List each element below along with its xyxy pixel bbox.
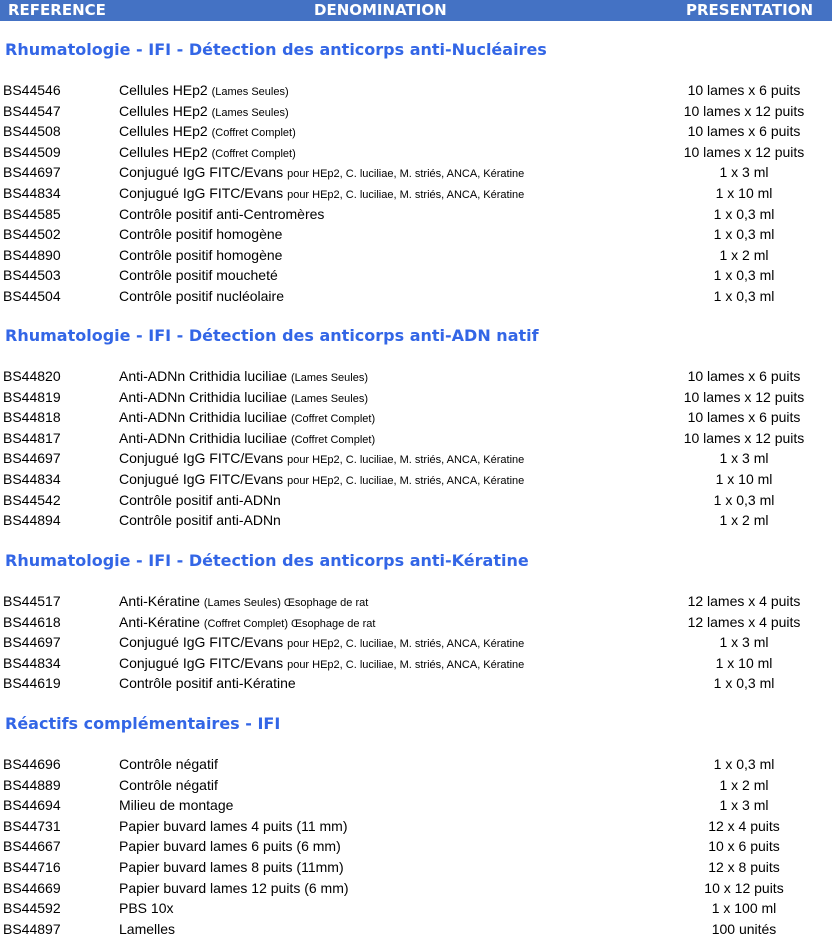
reference-cell: BS44897 — [3, 920, 61, 937]
table-row — [0, 878, 832, 899]
reference-cell: BS44894 — [3, 512, 61, 529]
product-note: (Lames Seules) Œsophage de rat — [203, 597, 369, 609]
presentation-cell: 1 x 2 ml — [719, 776, 769, 793]
product-name: Contrôle négatif — [119, 776, 218, 793]
denomination-cell — [119, 816, 348, 837]
reference-cell: BS44619 — [3, 675, 61, 692]
table-row — [0, 448, 832, 469]
product-name: Contrôle positif homogène — [119, 226, 283, 243]
denomination-cell — [119, 101, 289, 124]
presentation-cell: 1 x 3 ml — [719, 164, 769, 181]
table-row — [0, 183, 832, 204]
product-name: Papier buvard lames 12 puits (6 mm) — [119, 879, 349, 896]
denomination-cell — [119, 490, 281, 511]
denomination-cell — [119, 407, 375, 430]
presentation-cell: 10 x 12 puits — [704, 879, 784, 896]
presentation-cell: 10 lames x 12 puits — [683, 102, 805, 119]
product-note: (Lames Seules) — [211, 106, 289, 119]
presentation-cell: 10 lames x 12 puits — [683, 143, 805, 160]
product-name: PBS 10x — [119, 900, 174, 917]
reference-cell: BS44667 — [3, 838, 61, 855]
product-note: pour HEp2, C. luciliae, M. striés, ANCA, Kératine — [287, 189, 525, 201]
presentation-cell: 10 lames x 12 puits — [683, 388, 805, 405]
product-name: Contrôle positif homogène — [119, 246, 283, 263]
section-title: Réactifs complémentaires - IFI — [5, 714, 281, 733]
product-name: Lamelles — [119, 920, 176, 937]
product-name: Contrôle positif moucheté — [119, 267, 278, 284]
presentation-cell: 1 x 10 ml — [715, 654, 773, 671]
product-name: Papier buvard lames 6 puits (6 mm) — [119, 838, 341, 855]
presentation-cell: 100 unités — [711, 920, 777, 937]
presentation-cell: 1 x 0,3 ml — [713, 226, 775, 243]
reference-cell: BS44503 — [3, 267, 61, 284]
product-name: Anti-ADNn Crithidia luciliae — [119, 409, 288, 426]
product-name: Contrôle négatif — [119, 756, 218, 772]
reference-cell: BS44585 — [3, 205, 61, 222]
presentation-cell: 12 lames x 4 puits — [687, 593, 801, 609]
table-row — [0, 162, 832, 183]
denomination-cell — [119, 612, 375, 635]
product-name: Cellules HEp2 — [119, 82, 208, 98]
presentation-cell: 1 x 10 ml — [715, 471, 773, 487]
denomination-cell — [119, 183, 524, 206]
product-note: pour HEp2, C. luciliae, M. striés, ANCA, Kératine — [287, 454, 525, 467]
product-name: Anti-Kératine — [119, 613, 200, 630]
product-note: (Coffret Complet) — [290, 433, 376, 446]
reference-cell: BS44834 — [3, 654, 61, 671]
reference-cell: BS44731 — [3, 817, 61, 834]
presentation-cell: 1 x 10 ml — [715, 185, 773, 201]
table-row — [0, 286, 832, 307]
presentation-cell: 1 x 0,3 ml — [713, 288, 775, 304]
product-name: Anti-ADNn Crithidia luciliae — [119, 388, 288, 405]
reference-cell: BS44592 — [3, 900, 61, 917]
product-note: (Lames Seules) — [290, 372, 368, 384]
reference-cell: BS44502 — [3, 226, 61, 243]
reference-cell: BS44669 — [3, 879, 61, 896]
table-row — [0, 407, 832, 428]
reference-cell: BS44694 — [3, 797, 61, 814]
denomination-cell — [119, 878, 349, 899]
product-name: Contrôle positif anti-Centromères — [119, 205, 325, 222]
denomination-cell — [119, 795, 233, 816]
presentation-cell: 1 x 3 ml — [719, 634, 769, 651]
product-name: Anti-Kératine — [119, 593, 200, 609]
denomination-cell — [119, 591, 368, 614]
table-row — [0, 387, 832, 408]
reference-cell: BS44890 — [3, 246, 61, 263]
denomination-cell — [119, 366, 368, 389]
product-name: Contrôle positif anti-ADNn — [119, 512, 281, 529]
reference-cell: BS44542 — [3, 491, 61, 508]
denomination-cell — [119, 754, 218, 775]
presentation-cell: 1 x 0,3 ml — [713, 267, 775, 284]
presentation-cell: 10 lames x 6 puits — [687, 409, 801, 426]
table-row — [0, 919, 832, 940]
denomination-cell — [119, 245, 282, 266]
table-row — [0, 204, 832, 225]
table-row — [0, 857, 832, 878]
reference-cell: BS44889 — [3, 776, 61, 793]
denomination-cell — [119, 448, 524, 471]
table-row — [0, 836, 832, 857]
table-row — [0, 775, 832, 796]
product-note: (Coffret Complet) Œsophage de rat — [203, 617, 376, 630]
denomination-cell — [119, 387, 368, 410]
product-name: Conjugué IgG FITC/Evans — [119, 634, 284, 651]
table-row — [0, 673, 832, 694]
header-presentation: PRESENTATION — [685, 1, 813, 19]
reference-cell: BS44820 — [3, 368, 61, 384]
presentation-cell: 1 x 2 ml — [719, 246, 769, 263]
denomination-cell — [119, 919, 175, 940]
presentation-cell: 1 x 3 ml — [719, 450, 769, 467]
denomination-cell — [119, 162, 524, 185]
product-name: Conjugué IgG FITC/Evans — [119, 471, 284, 487]
denomination-cell — [119, 286, 284, 307]
product-note: pour HEp2, C. luciliae, M. striés, ANCA, Kératine — [287, 658, 525, 671]
product-name: Papier buvard lames 8 puits (11mm) — [119, 859, 344, 875]
presentation-cell: 10 lames x 6 puits — [687, 123, 801, 140]
denomination-cell — [119, 632, 524, 655]
reference-cell: BS44819 — [3, 388, 61, 405]
denomination-cell — [119, 142, 296, 165]
presentation-cell: 1 x 3 ml — [719, 797, 769, 814]
table-row — [0, 612, 832, 633]
reference-cell: BS44504 — [3, 288, 61, 304]
reference-cell: BS44696 — [3, 756, 61, 772]
denomination-cell — [119, 204, 324, 225]
presentation-cell: 1 x 0,3 ml — [713, 756, 775, 772]
denomination-cell — [119, 428, 375, 451]
table-row — [0, 632, 832, 653]
product-name: Anti-ADNn Crithidia luciliae — [119, 429, 288, 446]
reference-cell: BS44818 — [3, 409, 61, 426]
table-row — [0, 245, 832, 266]
reference-cell: BS44716 — [3, 859, 61, 875]
product-name: Conjugué IgG FITC/Evans — [119, 164, 284, 181]
section-title: Rhumatologie - IFI - Détection des anticorps anti-Kératine — [5, 551, 529, 570]
table-row — [0, 510, 832, 531]
denomination-cell — [119, 121, 296, 144]
table-row — [0, 121, 832, 142]
product-name: Contrôle positif nucléolaire — [119, 288, 284, 304]
denomination-cell — [119, 673, 296, 694]
presentation-cell: 1 x 100 ml — [711, 900, 777, 917]
denomination-cell — [119, 653, 524, 676]
denomination-cell — [119, 857, 344, 878]
table-header — [0, 0, 832, 21]
table-row — [0, 80, 832, 101]
reference-cell: BS44509 — [3, 143, 61, 160]
denomination-cell — [119, 775, 218, 796]
product-note: (Coffret Complet) — [290, 413, 376, 426]
product-name: Anti-ADNn Crithidia luciliae — [119, 368, 288, 384]
presentation-cell: 1 x 0,3 ml — [713, 675, 775, 692]
reference-cell: BS44834 — [3, 185, 61, 201]
reference-cell: BS44547 — [3, 102, 61, 119]
product-note: pour HEp2, C. luciliae, M. striés, ANCA, Kératine — [287, 638, 525, 651]
denomination-cell — [119, 510, 281, 531]
product-name: Cellules HEp2 — [119, 143, 208, 160]
product-name: Conjugué IgG FITC/Evans — [119, 185, 284, 201]
reference-cell: BS44546 — [3, 82, 61, 98]
header-denomination: DENOMINATION — [314, 1, 447, 19]
table-row — [0, 469, 832, 490]
reference-cell: BS44697 — [3, 164, 61, 181]
reference-cell: BS44508 — [3, 123, 61, 140]
denomination-cell — [119, 265, 278, 286]
presentation-cell: 10 x 6 puits — [708, 838, 780, 855]
product-name: Conjugué IgG FITC/Evans — [119, 654, 284, 671]
section-title: Rhumatologie - IFI - Détection des anticorps anti-Nucléaires — [5, 40, 547, 59]
product-name: Papier buvard lames 4 puits (11 mm) — [119, 817, 348, 834]
product-note: pour HEp2, C. luciliae, M. striés, ANCA, Kératine — [287, 475, 525, 487]
reference-cell: BS44697 — [3, 450, 61, 467]
reference-cell: BS44517 — [3, 593, 61, 609]
table-row — [0, 224, 832, 245]
reference-cell: BS44618 — [3, 613, 61, 630]
table-row — [0, 754, 832, 775]
presentation-cell: 12 lames x 4 puits — [687, 613, 801, 630]
product-note: (Coffret Complet) — [211, 147, 296, 160]
product-note: pour HEp2, C. luciliae, M. striés, ANCA, Kératine — [287, 168, 525, 181]
product-note: (Lames Seules) — [290, 392, 368, 405]
product-note: (Lames Seules) — [211, 86, 289, 98]
denomination-cell — [119, 224, 282, 245]
table-row — [0, 816, 832, 837]
presentation-cell: 1 x 0,3 ml — [713, 491, 775, 508]
presentation-cell: 10 lames x 6 puits — [687, 368, 801, 384]
presentation-cell: 10 lames x 12 puits — [683, 429, 805, 446]
reference-cell: BS44697 — [3, 634, 61, 651]
reference-cell: BS44834 — [3, 471, 61, 487]
presentation-cell: 12 x 8 puits — [708, 859, 780, 875]
table-row — [0, 795, 832, 816]
product-name: Contrôle positif anti-Kératine — [119, 675, 296, 692]
reference-cell: BS44817 — [3, 429, 61, 446]
table-row — [0, 428, 832, 449]
product-note: (Coffret Complet) — [211, 127, 296, 140]
denomination-cell — [119, 898, 173, 919]
header-reference: REFERENCE — [8, 1, 106, 19]
table-row — [0, 142, 832, 163]
presentation-cell: 1 x 0,3 ml — [713, 205, 775, 222]
presentation-cell: 10 lames x 6 puits — [687, 82, 801, 98]
table-row — [0, 101, 832, 122]
product-name: Milieu de montage — [119, 797, 234, 814]
product-name: Contrôle positif anti-ADNn — [119, 491, 281, 508]
product-name: Cellules HEp2 — [119, 123, 208, 140]
product-name: Conjugué IgG FITC/Evans — [119, 450, 284, 467]
denomination-cell — [119, 469, 524, 492]
table-row — [0, 653, 832, 674]
denomination-cell — [119, 836, 341, 857]
product-name: Cellules HEp2 — [119, 102, 208, 119]
table-row — [0, 898, 832, 919]
denomination-cell — [119, 80, 289, 103]
presentation-cell: 1 x 2 ml — [719, 512, 769, 529]
table-row — [0, 591, 832, 612]
section-title: Rhumatologie - IFI - Détection des anticorps anti-ADN natif — [5, 326, 539, 345]
table-row — [0, 366, 832, 387]
presentation-cell: 12 x 4 puits — [708, 817, 780, 834]
table-row — [0, 490, 832, 511]
table-row — [0, 265, 832, 286]
